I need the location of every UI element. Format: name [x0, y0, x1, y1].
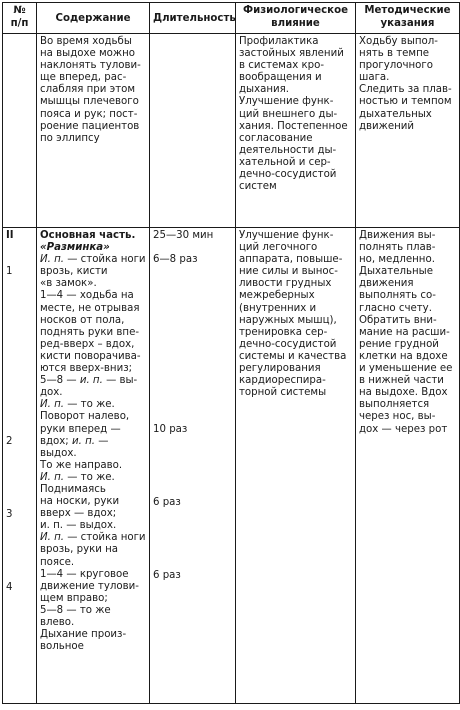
- row1-effect: Профилактика застойных явлений в системах кро- вообращения и дыхания. Улучшение функ- ций внешнего ды- хания. Постепенное согласование деятельности ды- хательной и сер- дечно-сосудистой систем: [236, 34, 356, 228]
- exercise-item: И. п. — то же. Поднимаясь на носки, руки вверх — вдох; и. п. — выдох.: [40, 471, 120, 532]
- exercise-item: И. п. — стойка ноги врозь, кисти «в замок». 1—4 — ходьба на месте, не отрывая носков от пола, поднять руки впе- ред-вверх – вдох, кисти поворачива- ются вверх-вниз; 5—8 — и. п. — вы- дох.: [40, 254, 146, 399]
- table-row: [3, 228, 460, 704]
- item-duration: 6 раз: [153, 497, 181, 509]
- header-number: № п/п: [3, 3, 37, 34]
- item-number: 4: [6, 582, 13, 594]
- item-duration: 6—8 раз: [153, 254, 198, 266]
- item-duration: 10 раз: [153, 424, 188, 436]
- row2-duration: [150, 228, 236, 704]
- exercise-item: И. п. — то же. Поворот налево, руки вперед — вдох; и. п. — выдох. То же направо.: [40, 399, 130, 471]
- row2-number: [3, 228, 37, 704]
- table-header-row: [3, 3, 460, 34]
- section-title: Основная часть.: [40, 230, 136, 241]
- row2-effect: Улучшение функ- ций легочного аппарата, повыше- ние силы и вынос- ливости грудных межреберных (внутренних и наружных мышц), тренировка сер- дечно-сосудистой системы и качества регулирования кардиореспира- торной системы: [236, 228, 356, 704]
- section-number: II: [6, 230, 14, 241]
- item-number: 2: [6, 436, 13, 448]
- row1-number: [3, 34, 37, 228]
- header-content: Содержание: [37, 3, 150, 34]
- section-duration: 25—30 мин: [153, 230, 214, 241]
- row2-notes: Движения вы- полнять плав- но, медленно. Дыхательные движения выполнять со- гласно счету. Обратить вни- мание на расши- рение грудной клетки на вдохе и уменьшение ее в нижней части на выдохе. Вдох выполняется через нос, вы- дох — через рот: [356, 228, 460, 704]
- row2-content: [37, 228, 150, 704]
- section-subtitle: «Разминка»: [40, 242, 110, 254]
- item-duration: 6 раз: [153, 570, 181, 582]
- exercise-table: [2, 2, 460, 704]
- header-duration: Длительность: [150, 3, 236, 34]
- row1-content: Во время ходьбы на выдохе можно наклонять тулови- ще вперед, рас- слабляя при этом мышцы плечевого пояса и рук; пост- роение пациентов по эллипсу: [37, 34, 150, 228]
- row1-notes: Ходьбу выпол- нять в темпе прогулочного шага. Следить за плав- ностью и темпом дыхательных движений: [356, 34, 460, 228]
- item-number: 1: [6, 266, 13, 278]
- header-effect: Физиологическое влияние: [236, 3, 356, 34]
- table-row: [3, 34, 460, 228]
- row1-duration: [150, 34, 236, 228]
- header-notes: Методические указания: [356, 3, 460, 34]
- exercise-item: И. п. — стойка ноги врозь, руки на поясе. 1—4 — круговое движение тулови- щем вправо; 5—8 — то же влево. Дыхание произ- вольное: [40, 532, 146, 653]
- item-number: 3: [6, 509, 13, 521]
